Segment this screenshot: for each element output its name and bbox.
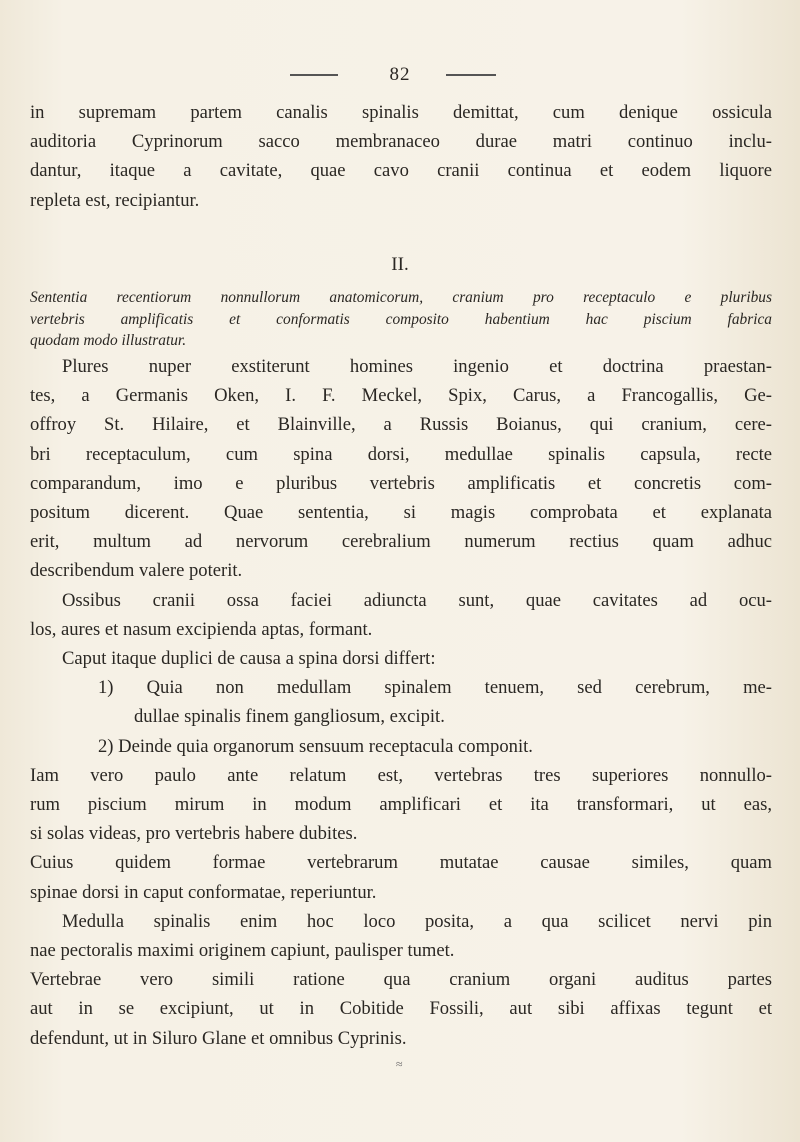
text-line: comparandum, imo e pluribus vertebris amplificatis et concretis com- bbox=[30, 472, 772, 494]
text-line: Vertebrae vero simili ratione qua cranium organi auditus partes bbox=[30, 969, 772, 991]
text-line: repleta est, recipiantur. bbox=[30, 189, 200, 211]
text-line: bri receptaculum, cum spina dorsi, medullae spinalis capsula, recte bbox=[30, 443, 772, 465]
summary-line: Sententia recentiorum nonnullorum anatomicorum, cranium pro receptaculo e pluribus bbox=[30, 289, 772, 306]
text-line: 1) Quia non medullam spinalem tenuem, sed cerebrum, me- bbox=[98, 677, 772, 699]
page-header bbox=[0, 64, 800, 86]
text-line: Ossibus cranii ossa faciei adiuncta sunt, quae cavitates ad ocu- bbox=[62, 589, 772, 611]
text-line: los, aures et nasum excipienda aptas, formant. bbox=[30, 618, 373, 640]
text-line: Cuius quidem formae vertebrarum mutatae causae similes, quam bbox=[30, 852, 772, 874]
section-number: II. bbox=[391, 254, 409, 275]
text-line: aut in se excipiunt, ut in Cobitide Fossili, aut sibi affixas tegunt et bbox=[30, 998, 772, 1020]
text-line: dullae spinalis finem gangliosum, excipit. bbox=[134, 706, 445, 728]
page-number: 82 bbox=[389, 64, 411, 85]
summary-line: quodam modo illustratur. bbox=[30, 332, 187, 349]
text-line: describendum valere poterit. bbox=[30, 560, 243, 582]
text-line: nae pectoralis maximi originem capiunt, paulisper tumet. bbox=[30, 940, 455, 962]
header-rule-left bbox=[290, 74, 338, 76]
text-line: erit, multum ad nervorum cerebralium numerum rectius quam adhuc bbox=[30, 531, 772, 553]
text-line: defendunt, ut in Siluro Glane et omnibus Cyprinis. bbox=[30, 1027, 407, 1049]
text-line: Iam vero paulo ante relatum est, vertebras tres superiores nonnullo- bbox=[30, 764, 772, 786]
text-line: tes, a Germanis Oken, I. F. Meckel, Spix, Carus, a Francogallis, Ge- bbox=[30, 385, 772, 407]
text-line: rum piscium mirum in modum amplificari et ita transformari, ut eas, bbox=[30, 794, 772, 816]
section-summary bbox=[30, 287, 772, 352]
summary-line: vertebris amplificatis et conformatis composito habentium hac piscium fabrica bbox=[30, 310, 772, 328]
opening-paragraph bbox=[30, 98, 772, 215]
text-line: 2) Deinde quia organorum sensuum receptacula componit. bbox=[98, 735, 533, 757]
text-line: spinae dorsi in caput conformatae, reperiuntur. bbox=[30, 881, 377, 903]
text-line: offroy St. Hilaire, et Blainville, a Russis Boianus, qui cranium, cere- bbox=[30, 414, 772, 436]
text-line: Medulla spinalis enim hoc loco posita, a qua scilicet nervi pin bbox=[62, 910, 772, 932]
text-line: Plures nuper exstiterunt homines ingenio et doctrina praestan- bbox=[62, 356, 772, 377]
text-line: in supremam partem canalis spinalis demittat, cum denique ossicula bbox=[30, 102, 772, 123]
printer-ornament: ≈ bbox=[396, 1057, 403, 1071]
text-line: Caput itaque duplici de causa a spina dorsi differt: bbox=[62, 648, 436, 670]
text-line: dantur, itaque a cavitate, quae cavo cranii continua et eodem liquore bbox=[30, 160, 772, 182]
text-line: auditoria Cyprinorum sacco membranaceo durae matri continuo inclu- bbox=[30, 131, 772, 153]
header-rule-right bbox=[446, 74, 496, 76]
body-text bbox=[30, 352, 772, 1053]
text-line: positum dicerent. Quae sententia, si magis comprobata et explanata bbox=[30, 502, 772, 524]
text-line: si solas videas, pro vertebris habere dubites. bbox=[30, 823, 358, 845]
